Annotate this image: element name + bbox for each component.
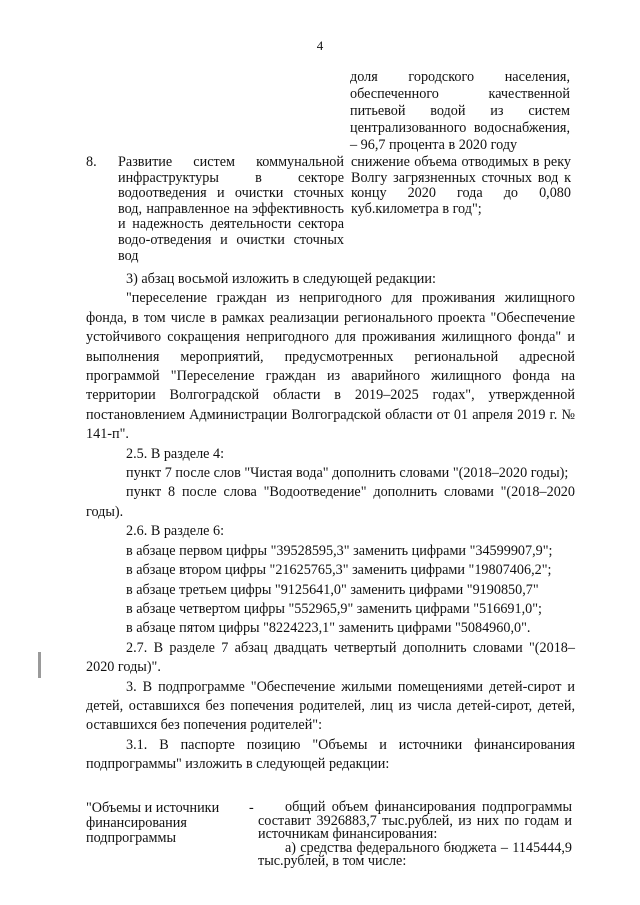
section-2-6-item-1: в абзаце первом цифры "39528595,3" заменить цифрами "34599907,9"; <box>126 542 553 559</box>
item-8-right-cell: снижение объема отводимых в реку Волгу загрязненных сточных вод к концу 2020 года до 0,080 куб.километра в год"; <box>351 154 571 217</box>
margin-mark <box>38 652 41 678</box>
section-2-6-item-3: в абзаце третьем цифры "9125641,0" заменить цифрами "9190850,7" <box>126 581 539 598</box>
paragraph-3-body: "переселение граждан из непригодного для проживания жилищного фонда, в том числе в рамках реализации регионального проекта "Обеспечение устойчивого сокращения непригодного для проживания жилищного фонда" и выполнения мероприятий, предусмотренных региональной адресной программой "Переселение граждан из аварийного жилищного фонда на территории Волгоградской области в 2019–2025 годах", утвержденной постановлением Администрации Волгоградской области от 01 апреля 2019 г. № 141-п". <box>86 290 575 443</box>
bottom-table-right-p2: а) средства федерального бюджета – 1145444,9 тыс.рублей, в том числе: <box>258 839 572 870</box>
top-table-cell: доля городского населения, обеспеченного качественной питьевой водой из систем централизованного водоснабжения, – 96,7 процента в 2020 году <box>350 69 570 153</box>
section-2-6-title: 2.6. В разделе 6: <box>126 523 225 540</box>
section-2-5-item-1: пункт 7 после слов "Чистая вода" дополнить словами "(2018–2020 годы); <box>126 465 569 482</box>
item-8-number: 8. <box>86 154 97 170</box>
paragraph-3-title: 3) абзац восьмой изложить в следующей редакции: <box>126 271 436 287</box>
bottom-table-left: "Объемы и источники финансирования подпрограммы <box>86 800 220 846</box>
page-number: 4 <box>316 38 324 53</box>
bottom-table-right-p1: общий объем финансирования подпрограммы составит 3926883,7 тыс.рублей, из них по годам и источникам финансирования: <box>258 799 572 843</box>
section-2-5-item-2: пункт 8 после слова "Водоотведение" дополнить словами "(2018–2020 годы). <box>86 484 575 520</box>
section-2-7: 2.7. В разделе 7 абзац двадцать четвертый дополнить словами "(2018–2020 годы)". <box>86 639 575 676</box>
section-2-6-item-4: в абзаце четвертом цифры "552965,9" заменить цифрами "516691,0"; <box>126 600 542 617</box>
main-text <box>86 270 575 775</box>
section-2-6-item-2: в абзаце втором цифры "21625765,3" заменить цифрами "19807406,2"; <box>126 562 552 579</box>
bottom-table-dash: - <box>249 800 254 816</box>
section-3: 3. В подпрограмме "Обеспечение жилыми помещениями детей-сирот и детей, оставшихся без попечения родителей, лиц из числа детей-сирот, детей, оставшихся без попечения родителей": <box>86 678 575 734</box>
section-3-1: 3.1. В паспорте позицию "Объемы и источники финансирования подпрограммы" изложить в следующей редакции: <box>86 736 575 773</box>
section-2-5-title: 2.5. В разделе 4: <box>126 445 225 462</box>
section-2-6-item-5: в абзаце пятом цифры "8224223,1" заменить цифрами "5084960,0". <box>126 620 531 637</box>
item-8-left-cell: Развитие систем коммунальной инфраструктуры в секторе водоотведения и очистки сточных вод, направленное на эффективность и надежность деятельности сектора водо-отведения и очистки сточных вод <box>118 154 344 264</box>
bottom-table-right <box>258 801 572 869</box>
